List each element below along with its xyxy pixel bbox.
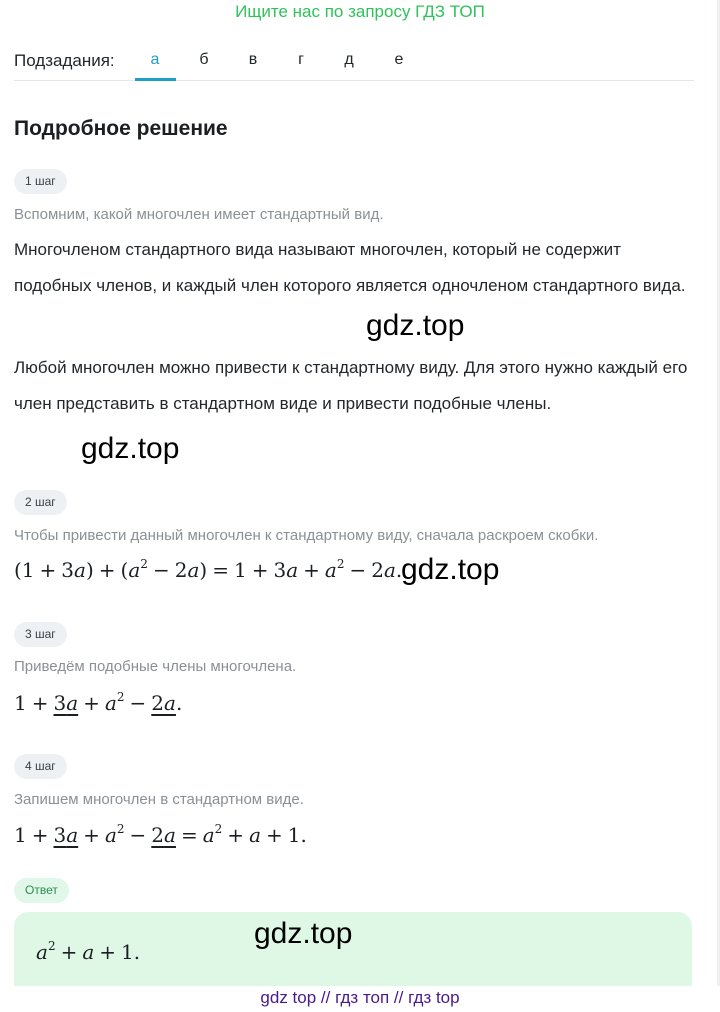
watermark: gdz.top	[254, 917, 353, 950]
step-3-badge: 3 шаг	[14, 622, 67, 647]
tab-b[interactable]: б	[199, 51, 209, 68]
watermark: gdz.top	[366, 309, 465, 342]
step-4-hint: Запишем многочлен в стандартном виде.	[14, 791, 304, 808]
step-4-badge: 4 шаг	[14, 754, 67, 779]
page-title: Подробное решение	[14, 117, 228, 140]
step-3-hint: Приведём подобные члены многочлена.	[14, 658, 297, 675]
step-1-paragraph-2: Любой многочлен можно привести к стандартному виду. Для этого нужно каждый его член представить в стандартном виде и привести подобные члены.	[14, 358, 688, 413]
step-3-formula: $1 + 3a + a^2 - 2a$.	[14, 690, 183, 715]
step-2-badge: 2 шаг	[14, 490, 67, 515]
step-1-badge: 1 шаг	[14, 169, 67, 194]
answer-badge: Ответ	[14, 878, 69, 903]
watermark: gdz.top	[81, 432, 180, 465]
answer-formula: $a^2 + a + 1$.	[36, 939, 141, 964]
step-1-hint: Вспомним, какой многочлен имеет стандартный вид.	[14, 206, 384, 223]
subtasks-label: Подзадания:	[14, 51, 115, 70]
tab-a[interactable]: а	[150, 51, 160, 68]
step-1-paragraph-1: Многочленом стандартного вида называют многочлен, который не содержит подобных членов, и каждый член которого является одночленом стандартного вида.	[14, 240, 686, 295]
tab-e[interactable]: е	[394, 51, 404, 68]
active-tab-indicator	[135, 78, 176, 81]
step-2-formula: $(1 + 3a) + (a^2 - 2a) = 1 + 3a + a^2 - 2a$.	[14, 557, 403, 582]
search-banner: Ищите нас по запросу ГДЗ ТОП	[235, 2, 485, 21]
tab-g[interactable]: г	[298, 51, 304, 68]
tab-d[interactable]: д	[344, 51, 354, 68]
step-4-formula: $1 + 3a + a^2 - 2a = a^2 + a + 1$.	[14, 822, 307, 847]
step-2-hint: Чтобы привести данный многочлен к стандартному виду, сначала раскроем скобки.	[14, 527, 599, 544]
watermark: gdz.top	[401, 553, 500, 586]
tab-v[interactable]: в	[248, 51, 258, 68]
footer-links[interactable]: gdz top // гдз топ // гдз top	[0, 986, 720, 1012]
subtasks-nav	[14, 44, 694, 81]
